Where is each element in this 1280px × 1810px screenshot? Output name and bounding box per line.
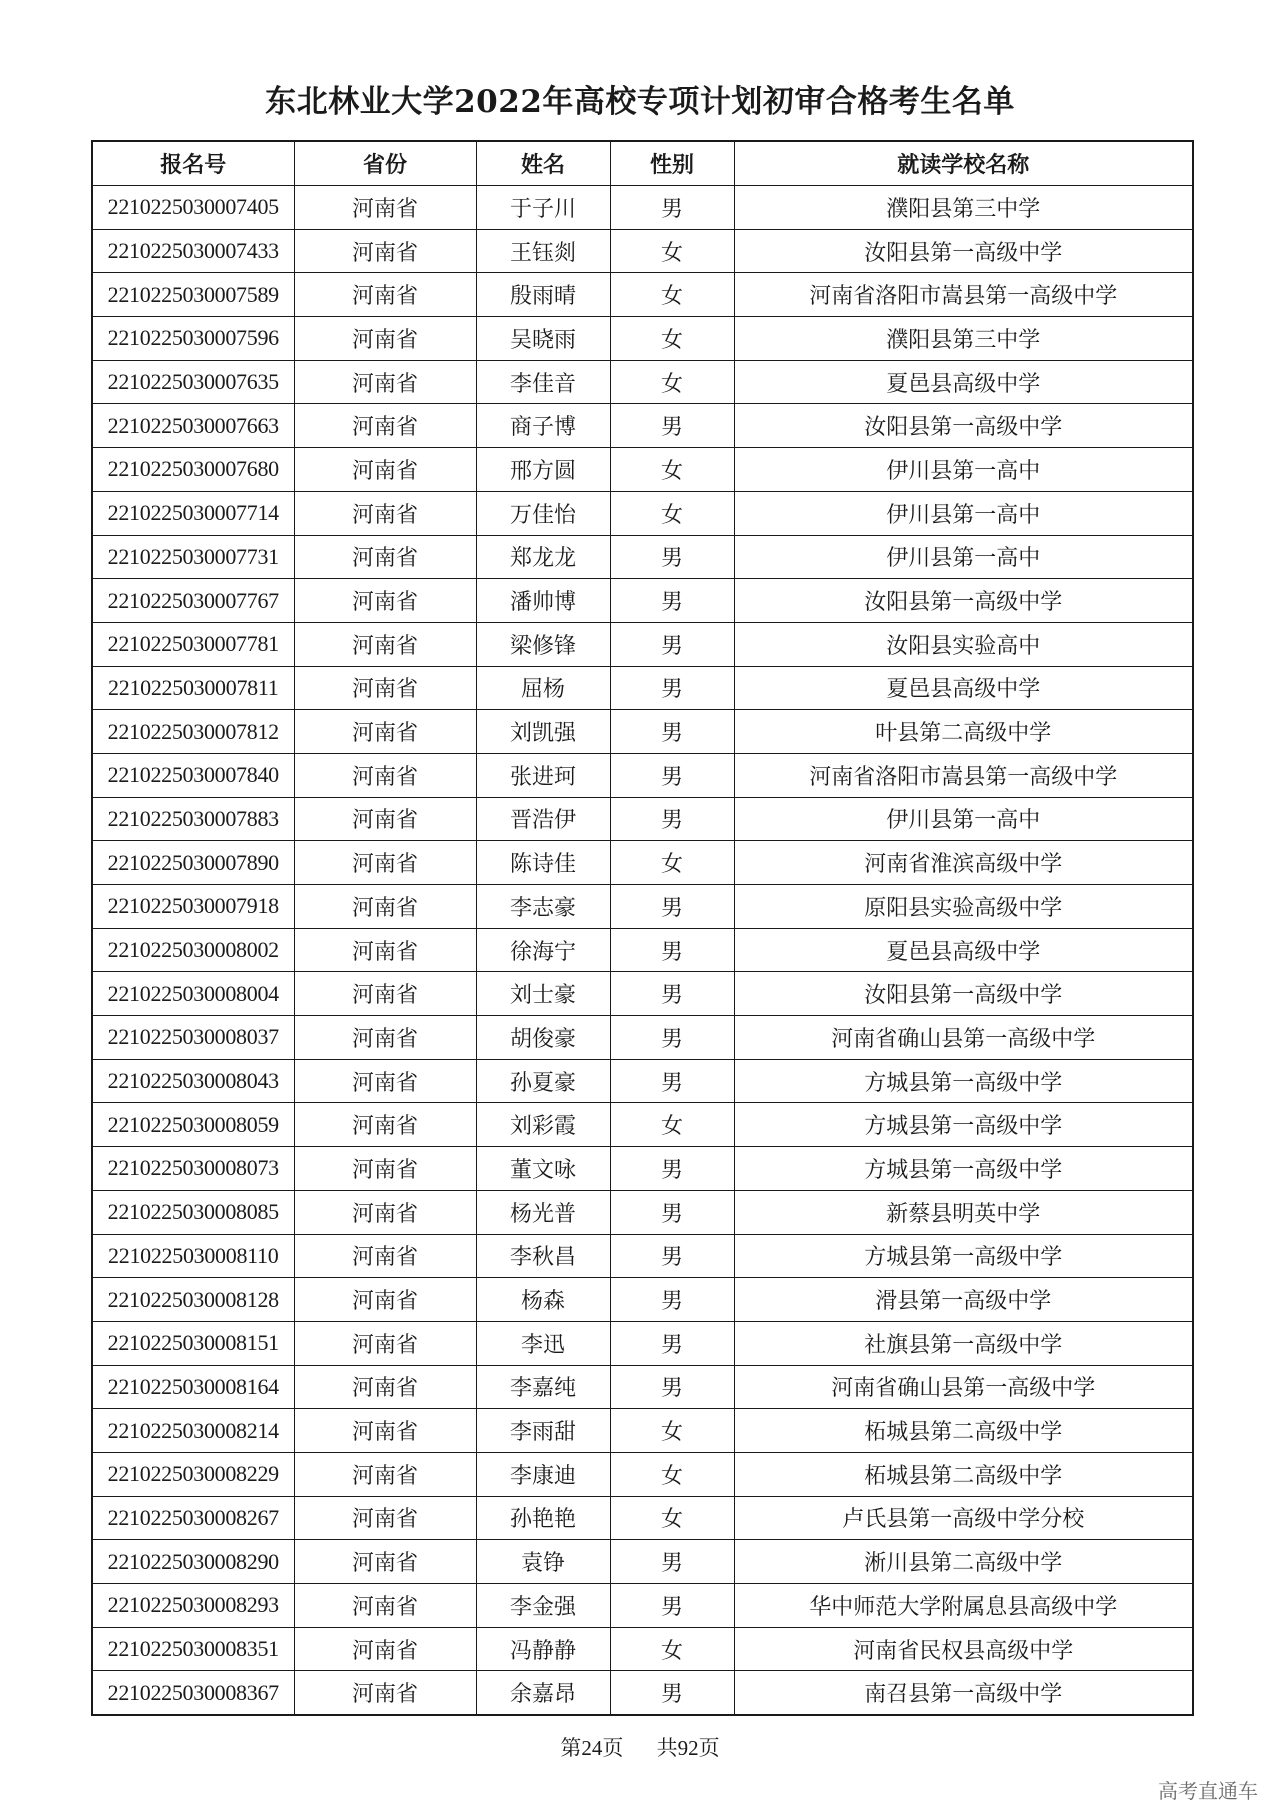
gender-cell: 女 [610, 229, 734, 273]
name-cell: 吴晓雨 [476, 317, 610, 361]
registration-number-cell: 2210225030008085 [92, 1190, 294, 1234]
province-cell: 河南省 [294, 229, 476, 273]
name-cell: 孙艳艳 [476, 1496, 610, 1540]
gender-cell: 男 [610, 710, 734, 754]
school-cell: 夏邑县高级中学 [734, 666, 1193, 710]
name-cell: 邢方圆 [476, 448, 610, 492]
school-cell: 河南省确山县第一高级中学 [734, 1016, 1193, 1060]
table-row [92, 579, 1193, 623]
province-cell: 河南省 [294, 622, 476, 666]
name-cell: 杨森 [476, 1278, 610, 1322]
table-row [92, 186, 1193, 230]
province-cell: 河南省 [294, 928, 476, 972]
school-cell: 河南省确山县第一高级中学 [734, 1365, 1193, 1409]
province-cell: 河南省 [294, 186, 476, 230]
province-cell: 河南省 [294, 1496, 476, 1540]
school-cell: 柘城县第二高级中学 [734, 1409, 1193, 1453]
table-row [92, 1059, 1193, 1103]
table-row [92, 1496, 1193, 1540]
name-cell: 屈杨 [476, 666, 610, 710]
province-cell: 河南省 [294, 710, 476, 754]
name-cell: 王钰剡 [476, 229, 610, 273]
name-cell: 李金强 [476, 1584, 610, 1628]
province-cell: 河南省 [294, 448, 476, 492]
province-cell: 河南省 [294, 317, 476, 361]
name-cell: 万佳怡 [476, 491, 610, 535]
gender-cell: 女 [610, 360, 734, 404]
school-cell: 方城县第一高级中学 [734, 1059, 1193, 1103]
registration-number-cell: 2210225030007781 [92, 622, 294, 666]
name-cell: 董文咏 [476, 1147, 610, 1191]
name-cell: 刘凯强 [476, 710, 610, 754]
table-row [92, 666, 1193, 710]
gender-cell: 男 [610, 1671, 734, 1715]
province-cell: 河南省 [294, 1147, 476, 1191]
school-cell: 汝阳县第一高级中学 [734, 229, 1193, 273]
province-cell: 河南省 [294, 666, 476, 710]
gender-cell: 男 [610, 885, 734, 929]
school-cell: 夏邑县高级中学 [734, 360, 1193, 404]
school-cell: 原阳县实验高级中学 [734, 885, 1193, 929]
name-cell: 李佳音 [476, 360, 610, 404]
province-cell: 河南省 [294, 535, 476, 579]
name-cell: 李康迪 [476, 1452, 610, 1496]
table-row [92, 1147, 1193, 1191]
name-cell: 刘彩霞 [476, 1103, 610, 1147]
header-gender: 性别 [610, 141, 734, 186]
table-row [92, 622, 1193, 666]
name-cell: 杨光普 [476, 1190, 610, 1234]
gender-cell: 女 [610, 448, 734, 492]
school-cell: 濮阳县第三中学 [734, 186, 1193, 230]
gender-cell: 女 [610, 1103, 734, 1147]
school-cell: 叶县第二高级中学 [734, 710, 1193, 754]
name-cell: 梁修锋 [476, 622, 610, 666]
gender-cell: 男 [610, 1234, 734, 1278]
name-cell: 李志豪 [476, 885, 610, 929]
gender-cell: 男 [610, 1321, 734, 1365]
table-row [92, 885, 1193, 929]
name-cell: 商子博 [476, 404, 610, 448]
registration-number-cell: 2210225030007767 [92, 579, 294, 623]
table-row [92, 1234, 1193, 1278]
gender-cell: 男 [610, 1016, 734, 1060]
name-cell: 李秋昌 [476, 1234, 610, 1278]
gender-cell: 女 [610, 273, 734, 317]
watermark: 高考直通车 [1158, 1779, 1258, 1803]
school-cell: 汝阳县第一高级中学 [734, 579, 1193, 623]
table-row [92, 1103, 1193, 1147]
gender-cell: 男 [610, 1278, 734, 1322]
table-row [92, 1671, 1193, 1715]
document-title: 东北林业大学2022年高校专项计划初审合格考生名单 [265, 84, 1015, 120]
name-cell: 袁铮 [476, 1540, 610, 1584]
school-cell: 南召县第一高级中学 [734, 1671, 1193, 1715]
name-cell: 孙夏豪 [476, 1059, 610, 1103]
name-cell: 李迅 [476, 1321, 610, 1365]
table-row [92, 1627, 1193, 1671]
gender-cell: 男 [610, 535, 734, 579]
table-row [92, 360, 1193, 404]
province-cell: 河南省 [294, 1059, 476, 1103]
name-cell: 冯静静 [476, 1627, 610, 1671]
table-row [92, 1540, 1193, 1584]
registration-number-cell: 2210225030007596 [92, 317, 294, 361]
table-body [92, 186, 1193, 1716]
school-cell: 新蔡县明英中学 [734, 1190, 1193, 1234]
gender-cell: 男 [610, 753, 734, 797]
school-cell: 汝阳县第一高级中学 [734, 404, 1193, 448]
table-row [92, 1190, 1193, 1234]
table-row [92, 710, 1193, 754]
registration-number-cell: 2210225030007714 [92, 491, 294, 535]
name-cell: 余嘉昂 [476, 1671, 610, 1715]
school-cell: 淅川县第二高级中学 [734, 1540, 1193, 1584]
registration-number-cell: 2210225030008290 [92, 1540, 294, 1584]
province-cell: 河南省 [294, 1365, 476, 1409]
table-row [92, 1321, 1193, 1365]
school-cell: 汝阳县实验高中 [734, 622, 1193, 666]
gender-cell: 女 [610, 1452, 734, 1496]
table-row [92, 404, 1193, 448]
table-row [92, 753, 1193, 797]
registration-number-cell: 2210225030008004 [92, 972, 294, 1016]
gender-cell: 男 [610, 972, 734, 1016]
school-cell: 河南省洛阳市嵩县第一高级中学 [734, 273, 1193, 317]
registration-number-cell: 2210225030007433 [92, 229, 294, 273]
school-cell: 河南省淮滨高级中学 [734, 841, 1193, 885]
gender-cell: 女 [610, 1627, 734, 1671]
name-cell: 陈诗佳 [476, 841, 610, 885]
gender-cell: 男 [610, 1059, 734, 1103]
name-cell: 徐海宁 [476, 928, 610, 972]
province-cell: 河南省 [294, 1540, 476, 1584]
province-cell: 河南省 [294, 1016, 476, 1060]
registration-number-cell: 2210225030008164 [92, 1365, 294, 1409]
gender-cell: 女 [610, 841, 734, 885]
registration-number-cell: 2210225030008037 [92, 1016, 294, 1060]
name-cell: 殷雨晴 [476, 273, 610, 317]
school-cell: 河南省洛阳市嵩县第一高级中学 [734, 753, 1193, 797]
school-cell: 卢氏县第一高级中学分校 [734, 1496, 1193, 1540]
gender-cell: 男 [610, 1540, 734, 1584]
registration-number-cell: 2210225030008367 [92, 1671, 294, 1715]
name-cell: 李雨甜 [476, 1409, 610, 1453]
gender-cell: 男 [610, 579, 734, 623]
school-cell: 华中师范大学附属息县高级中学 [734, 1584, 1193, 1628]
table-row [92, 841, 1193, 885]
province-cell: 河南省 [294, 1409, 476, 1453]
header-name: 姓名 [476, 141, 610, 186]
school-cell: 滑县第一高级中学 [734, 1278, 1193, 1322]
name-cell: 胡俊豪 [476, 1016, 610, 1060]
province-cell: 河南省 [294, 841, 476, 885]
table-row [92, 229, 1193, 273]
registration-number-cell: 2210225030007680 [92, 448, 294, 492]
gender-cell: 男 [610, 1147, 734, 1191]
province-cell: 河南省 [294, 1671, 476, 1715]
school-cell: 柘城县第二高级中学 [734, 1452, 1193, 1496]
school-cell: 濮阳县第三中学 [734, 317, 1193, 361]
gender-cell: 男 [610, 666, 734, 710]
school-cell: 汝阳县第一高级中学 [734, 972, 1193, 1016]
registration-number-cell: 2210225030007918 [92, 885, 294, 929]
table-row [92, 1365, 1193, 1409]
registration-number-cell: 2210225030008267 [92, 1496, 294, 1540]
province-cell: 河南省 [294, 579, 476, 623]
province-cell: 河南省 [294, 1321, 476, 1365]
name-cell: 刘士豪 [476, 972, 610, 1016]
registration-number-cell: 2210225030008151 [92, 1321, 294, 1365]
table-row [92, 1278, 1193, 1322]
province-cell: 河南省 [294, 972, 476, 1016]
table-row [92, 1016, 1193, 1060]
gender-cell: 男 [610, 1584, 734, 1628]
registration-number-cell: 2210225030008229 [92, 1452, 294, 1496]
registration-number-cell: 2210225030007589 [92, 273, 294, 317]
registration-number-cell: 2210225030007890 [92, 841, 294, 885]
school-cell: 伊川县第一高中 [734, 491, 1193, 535]
province-cell: 河南省 [294, 273, 476, 317]
province-cell: 河南省 [294, 753, 476, 797]
table-row [92, 1452, 1193, 1496]
name-cell: 郑龙龙 [476, 535, 610, 579]
province-cell: 河南省 [294, 885, 476, 929]
school-cell: 社旗县第一高级中学 [734, 1321, 1193, 1365]
registration-number-cell: 2210225030008002 [92, 928, 294, 972]
table-header-row [92, 141, 1193, 186]
table-row [92, 317, 1193, 361]
school-cell: 伊川县第一高中 [734, 535, 1193, 579]
page-total: 共92页 [656, 1736, 720, 1760]
name-cell: 潘帅博 [476, 579, 610, 623]
candidate-table [91, 140, 1194, 1716]
registration-number-cell: 2210225030007731 [92, 535, 294, 579]
registration-number-cell: 2210225030008059 [92, 1103, 294, 1147]
gender-cell: 男 [610, 797, 734, 841]
province-cell: 河南省 [294, 797, 476, 841]
registration-number-cell: 2210225030007883 [92, 797, 294, 841]
table-row [92, 1409, 1193, 1453]
province-cell: 河南省 [294, 1278, 476, 1322]
province-cell: 河南省 [294, 1234, 476, 1278]
registration-number-cell: 2210225030007635 [92, 360, 294, 404]
registration-number-cell: 2210225030008073 [92, 1147, 294, 1191]
school-cell: 河南省民权县高级中学 [734, 1627, 1193, 1671]
province-cell: 河南省 [294, 1103, 476, 1147]
page-current: 第24页 [560, 1736, 624, 1760]
table-row [92, 535, 1193, 579]
registration-number-cell: 2210225030008293 [92, 1584, 294, 1628]
school-cell: 方城县第一高级中学 [734, 1147, 1193, 1191]
name-cell: 于子川 [476, 186, 610, 230]
province-cell: 河南省 [294, 1452, 476, 1496]
province-cell: 河南省 [294, 1584, 476, 1628]
header-school-name: 就读学校名称 [734, 141, 1193, 186]
table-row [92, 491, 1193, 535]
gender-cell: 女 [610, 1409, 734, 1453]
page-footer [0, 1732, 1280, 1762]
name-cell: 张进珂 [476, 753, 610, 797]
registration-number-cell: 2210225030008128 [92, 1278, 294, 1322]
gender-cell: 男 [610, 1190, 734, 1234]
school-cell: 伊川县第一高中 [734, 797, 1193, 841]
province-cell: 河南省 [294, 360, 476, 404]
gender-cell: 男 [610, 622, 734, 666]
school-cell: 伊川县第一高中 [734, 448, 1193, 492]
school-cell: 方城县第一高级中学 [734, 1234, 1193, 1278]
province-cell: 河南省 [294, 404, 476, 448]
table-row [92, 797, 1193, 841]
header-registration-number: 报名号 [92, 141, 294, 186]
registration-number-cell: 2210225030007812 [92, 710, 294, 754]
gender-cell: 男 [610, 186, 734, 230]
gender-cell: 女 [610, 491, 734, 535]
table-row [92, 448, 1193, 492]
table-row [92, 928, 1193, 972]
registration-number-cell: 2210225030007840 [92, 753, 294, 797]
province-cell: 河南省 [294, 491, 476, 535]
province-cell: 河南省 [294, 1190, 476, 1234]
school-cell: 方城县第一高级中学 [734, 1103, 1193, 1147]
registration-number-cell: 2210225030007405 [92, 186, 294, 230]
table-row [92, 972, 1193, 1016]
registration-number-cell: 2210225030008214 [92, 1409, 294, 1453]
gender-cell: 男 [610, 404, 734, 448]
gender-cell: 女 [610, 317, 734, 361]
name-cell: 李嘉纯 [476, 1365, 610, 1409]
table-row [92, 273, 1193, 317]
table-row [92, 1584, 1193, 1628]
gender-cell: 男 [610, 1365, 734, 1409]
registration-number-cell: 2210225030008110 [92, 1234, 294, 1278]
province-cell: 河南省 [294, 1627, 476, 1671]
registration-number-cell: 2210225030008351 [92, 1627, 294, 1671]
registration-number-cell: 2210225030008043 [92, 1059, 294, 1103]
registration-number-cell: 2210225030007811 [92, 666, 294, 710]
registration-number-cell: 2210225030007663 [92, 404, 294, 448]
gender-cell: 女 [610, 1496, 734, 1540]
school-cell: 夏邑县高级中学 [734, 928, 1193, 972]
name-cell: 晋浩伊 [476, 797, 610, 841]
header-province: 省份 [294, 141, 476, 186]
gender-cell: 男 [610, 928, 734, 972]
